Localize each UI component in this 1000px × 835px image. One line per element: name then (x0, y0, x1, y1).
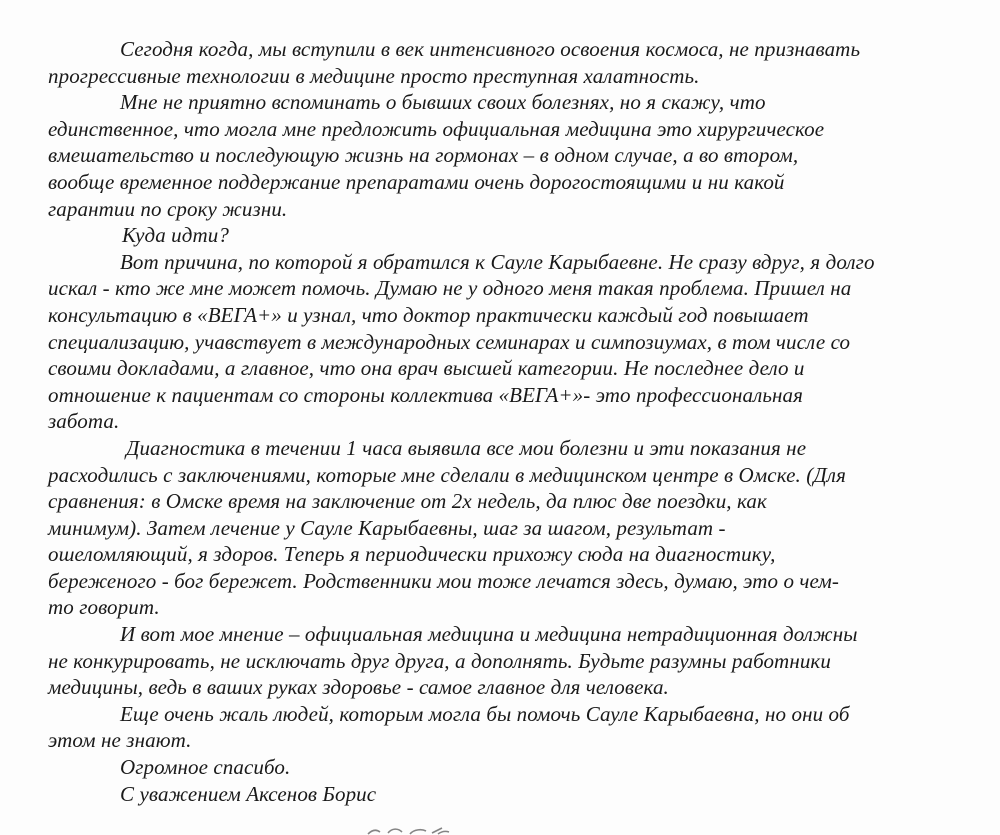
letter-line: специализацию, учавствует в международных семинарах и симпозиумах, в том числе со (48, 329, 851, 354)
letter-paragraph (48, 222, 958, 249)
letter-line: ошеломляющий, я здоров. Теперь я периодически прихожу сюда на диагностику, (48, 542, 776, 567)
letter-line: Куда идти? (122, 223, 229, 248)
letter-line: сравнения: в Омске время на заключение от 2х недель, да плюс две поездки, как (48, 489, 767, 514)
letter-line: консультацию в «ВЕГА+» и узнал, что доктор практически каждый год повышает (48, 302, 809, 327)
letter-line: вмешательство и последующую жизнь на гормонах – в одном случае, а во втором, (48, 143, 799, 168)
letter-paragraph (48, 781, 958, 808)
letter-line: забота. (48, 409, 120, 434)
letter-line: береженого - бог бережет. Родственники мои тоже лечатся здесь, думаю, это о чем- (48, 568, 840, 593)
letter-line: не конкурировать, не исключать друг друга, а дополнять. Будьте разумны работники (48, 648, 831, 673)
letter-paragraph (48, 621, 958, 701)
letter-line: вообще временное поддержание препаратами очень дорогостоящими и ни какой (48, 169, 785, 194)
letter-line: этом не знают. (48, 728, 192, 753)
letter-line: медицины, ведь в ваших руках здоровье - самое главное для человека. (48, 675, 669, 700)
letter-paragraph (48, 754, 958, 781)
letter-line: прогрессивные технологии в медицине просто преступная халатность. (48, 63, 700, 88)
letter-paragraph (48, 435, 958, 621)
letter-paragraph (48, 701, 958, 754)
letter-line: расходились с заключениями, которые мне сделали в медицинском центре в Омске. (Для (48, 462, 846, 487)
letter-line: то говорит. (48, 595, 160, 620)
letter-line: отношение к пациентам со стороны коллектива «ВЕГА+»- это профессиональная (48, 382, 804, 407)
letter-line: Сегодня когда, мы вступили в век интенсивного освоения космоса, не признавать (120, 37, 861, 61)
letter-body (48, 36, 958, 807)
letter-line: своими докладами, а главное, что она врач высшей категории. Не последнее дело и (48, 356, 805, 381)
letter-line: Диагностика в течении 1 часа выявила все мои болезни и эти показания не (126, 435, 807, 460)
letter-line: минимум). Затем лечение у Сауле Карыбаевны, шаг за шагом, результат - (48, 515, 726, 540)
signature-fragment-icon (366, 826, 450, 835)
letter-line: И вот мое мнение – официальная медицина и медицина нетрадиционная должны (120, 622, 858, 647)
letter-line: Огромное спасибо. (120, 755, 291, 780)
letter-line: С уважением Аксенов Борис (120, 781, 377, 806)
letter-paragraph (48, 249, 958, 435)
letter-line: единственное, что могла мне предложить официальная медицина это хирургическое (48, 116, 825, 141)
letter-line: Еще очень жаль людей, которым могла бы помочь Сауле Карыбаевна, но они об (120, 701, 850, 726)
letter-paragraph (48, 89, 958, 222)
letter-line: гарантии по сроку жизни. (48, 196, 288, 221)
letter-line: Вот причина, по которой я обратился к Сауле Карыбаевне. Не сразу вдруг, я долго (120, 249, 875, 274)
letter-paragraph (48, 36, 958, 89)
letter-line: Мне не приятно вспоминать о бывших своих болезнях, но я скажу, что (120, 90, 766, 115)
letter-line: искал - кто же мне может помочь. Думаю не у одного меня такая проблема. Пришел на (48, 276, 852, 301)
